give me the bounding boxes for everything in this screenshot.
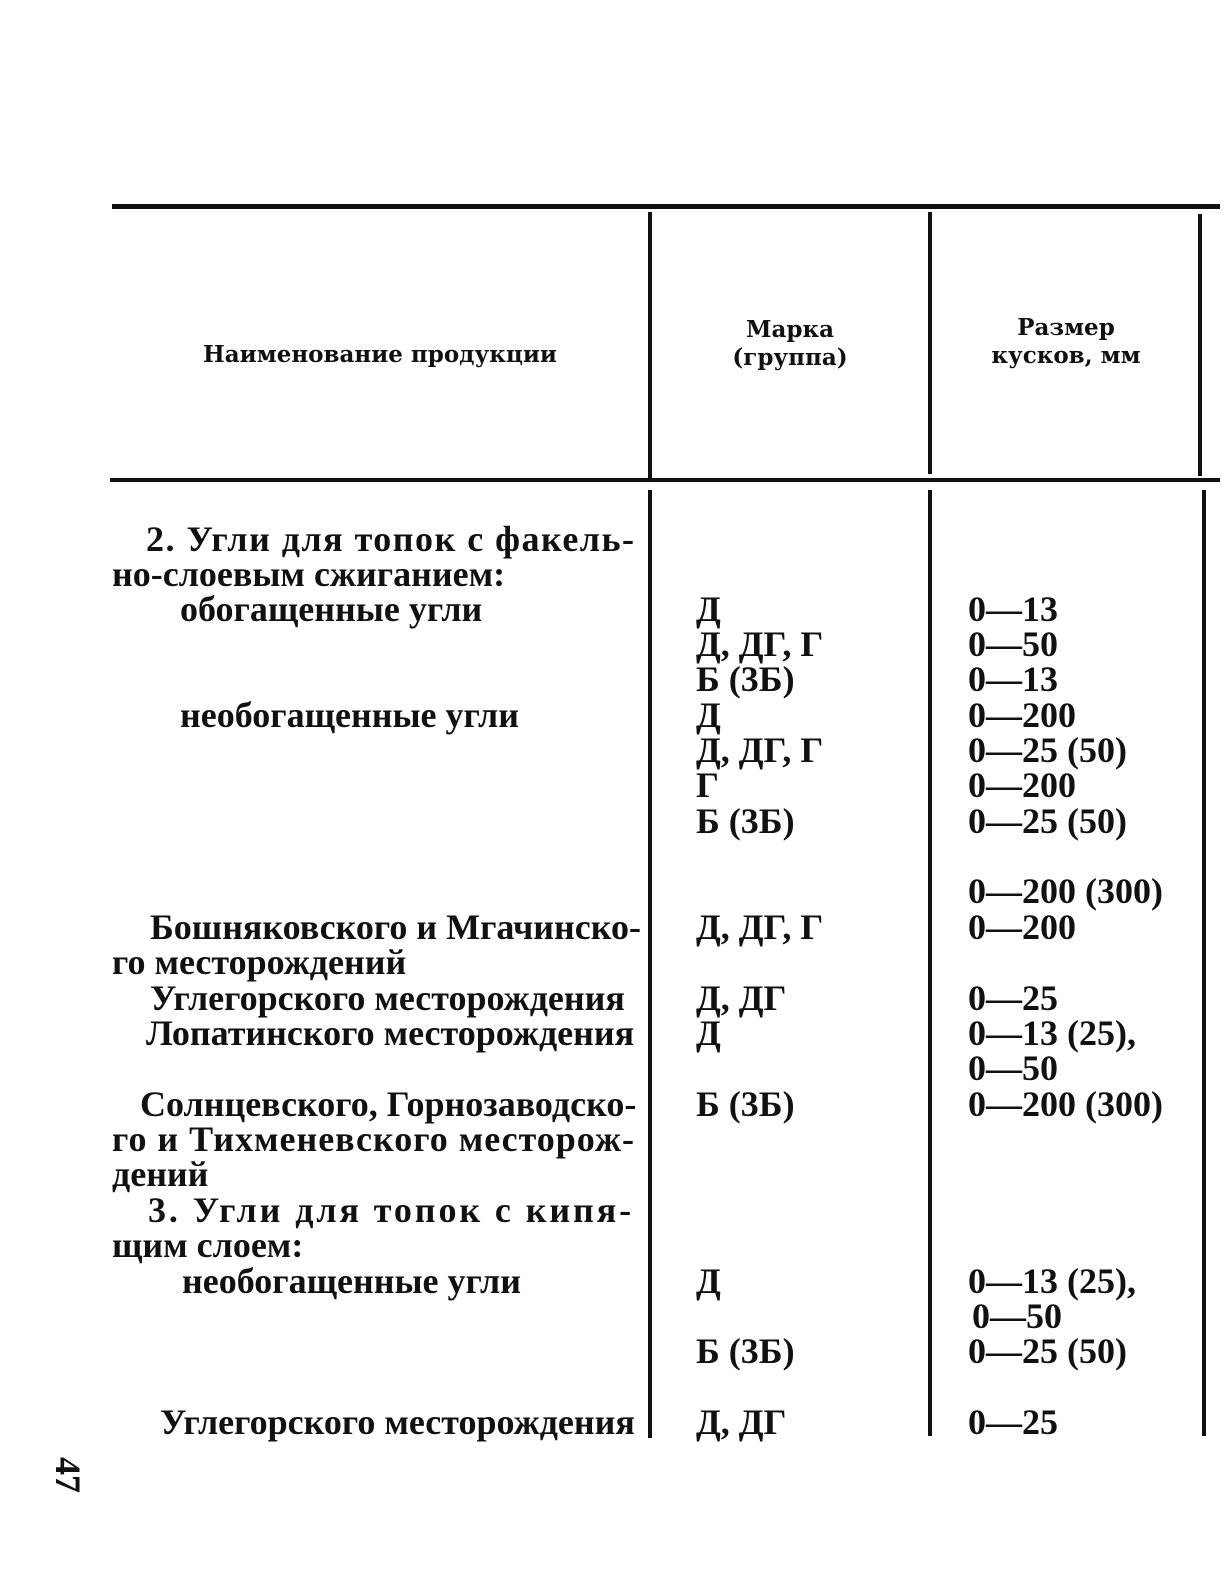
header-mark-line2: (группа) bbox=[732, 344, 848, 371]
size-line: 0—13 (25), bbox=[968, 1013, 1136, 1053]
size-line: 0—50 bbox=[968, 624, 1058, 664]
size-line: 0—200 (300) bbox=[968, 1084, 1163, 1124]
size-line: 0—50 bbox=[968, 1048, 1058, 1088]
column-divider-1-body bbox=[648, 490, 652, 1438]
table-top-rule bbox=[112, 204, 1220, 209]
mark-line: Б (3Б) bbox=[696, 801, 795, 841]
mark-line: Д bbox=[696, 589, 721, 629]
name-line: щим слоем: bbox=[112, 1225, 304, 1265]
header-size-line1: Размер bbox=[1017, 314, 1115, 341]
name-line: но-слоевым сжиганием: bbox=[112, 554, 506, 594]
size-line: 0—200 bbox=[968, 907, 1076, 947]
page-number: 47 bbox=[48, 1457, 88, 1493]
column-divider-3-body bbox=[1202, 490, 1206, 1436]
size-line: 0—200 bbox=[968, 765, 1076, 805]
mark-line: Д, ДГ, Г bbox=[696, 730, 824, 770]
mark-line: Б (3Б) bbox=[696, 1084, 795, 1124]
name-line: Углегорского месторождения bbox=[150, 978, 625, 1018]
column-divider-2-body bbox=[928, 490, 932, 1436]
name-line: Лопатинского месторождения bbox=[146, 1013, 635, 1053]
name-line: 2. Угли для топок с факель- bbox=[146, 519, 636, 559]
size-line: 0—13 bbox=[968, 589, 1058, 629]
header-size-line2: кусков, мм bbox=[991, 342, 1141, 369]
name-line: го и Тихменевского месторож- bbox=[112, 1119, 635, 1159]
mark-line: Д, ДГ bbox=[696, 978, 787, 1018]
name-line: Углегорского месторождения bbox=[160, 1402, 635, 1442]
name-line: Солнцевского, Горнозаводско- bbox=[140, 1084, 637, 1124]
mark-line: Д, ДГ, Г bbox=[696, 907, 824, 947]
mark-line: Д, ДГ bbox=[696, 1402, 787, 1442]
header-mark-line1: Марка bbox=[746, 316, 834, 343]
name-line: 3. Угли для топок с кипя- bbox=[148, 1190, 634, 1230]
size-line: 0—13 bbox=[968, 659, 1058, 699]
size-line: 0—25 bbox=[968, 978, 1058, 1018]
name-line: необогащенные угли bbox=[180, 695, 519, 735]
name-line: Бошняковского и Мгачинско- bbox=[150, 907, 642, 947]
size-line: 0—200 (300) bbox=[968, 871, 1163, 911]
name-line: необогащенные угли bbox=[182, 1261, 521, 1301]
header-name-label: Наименование продукции bbox=[203, 341, 557, 368]
size-line: 0—13 (25), bbox=[968, 1261, 1136, 1301]
size-line: 0—25 (50) bbox=[968, 1331, 1127, 1371]
size-line: 0—25 (50) bbox=[968, 730, 1127, 770]
mark-line: Д bbox=[696, 1013, 721, 1053]
mark-line: Г bbox=[696, 765, 719, 805]
name-line: го месторождений bbox=[112, 942, 407, 982]
name-line: дений bbox=[112, 1154, 209, 1194]
header-bottom-rule bbox=[110, 478, 1220, 482]
name-line: обогащенные угли bbox=[180, 589, 483, 629]
size-line: 0—25 (50) bbox=[968, 801, 1127, 841]
mark-line: Д, ДГ, Г bbox=[696, 624, 824, 664]
header-name bbox=[112, 341, 648, 369]
size-line: 0—50 bbox=[972, 1296, 1062, 1336]
header-mark bbox=[652, 316, 928, 372]
mark-line: Б (3Б) bbox=[696, 1331, 795, 1371]
size-line: 0—200 bbox=[968, 695, 1076, 735]
mark-line: Б (3Б) bbox=[696, 659, 795, 699]
size-line: 0—25 bbox=[968, 1402, 1058, 1442]
header-size bbox=[932, 314, 1200, 370]
mark-line: Д bbox=[696, 695, 721, 735]
mark-line: Д bbox=[696, 1261, 721, 1301]
